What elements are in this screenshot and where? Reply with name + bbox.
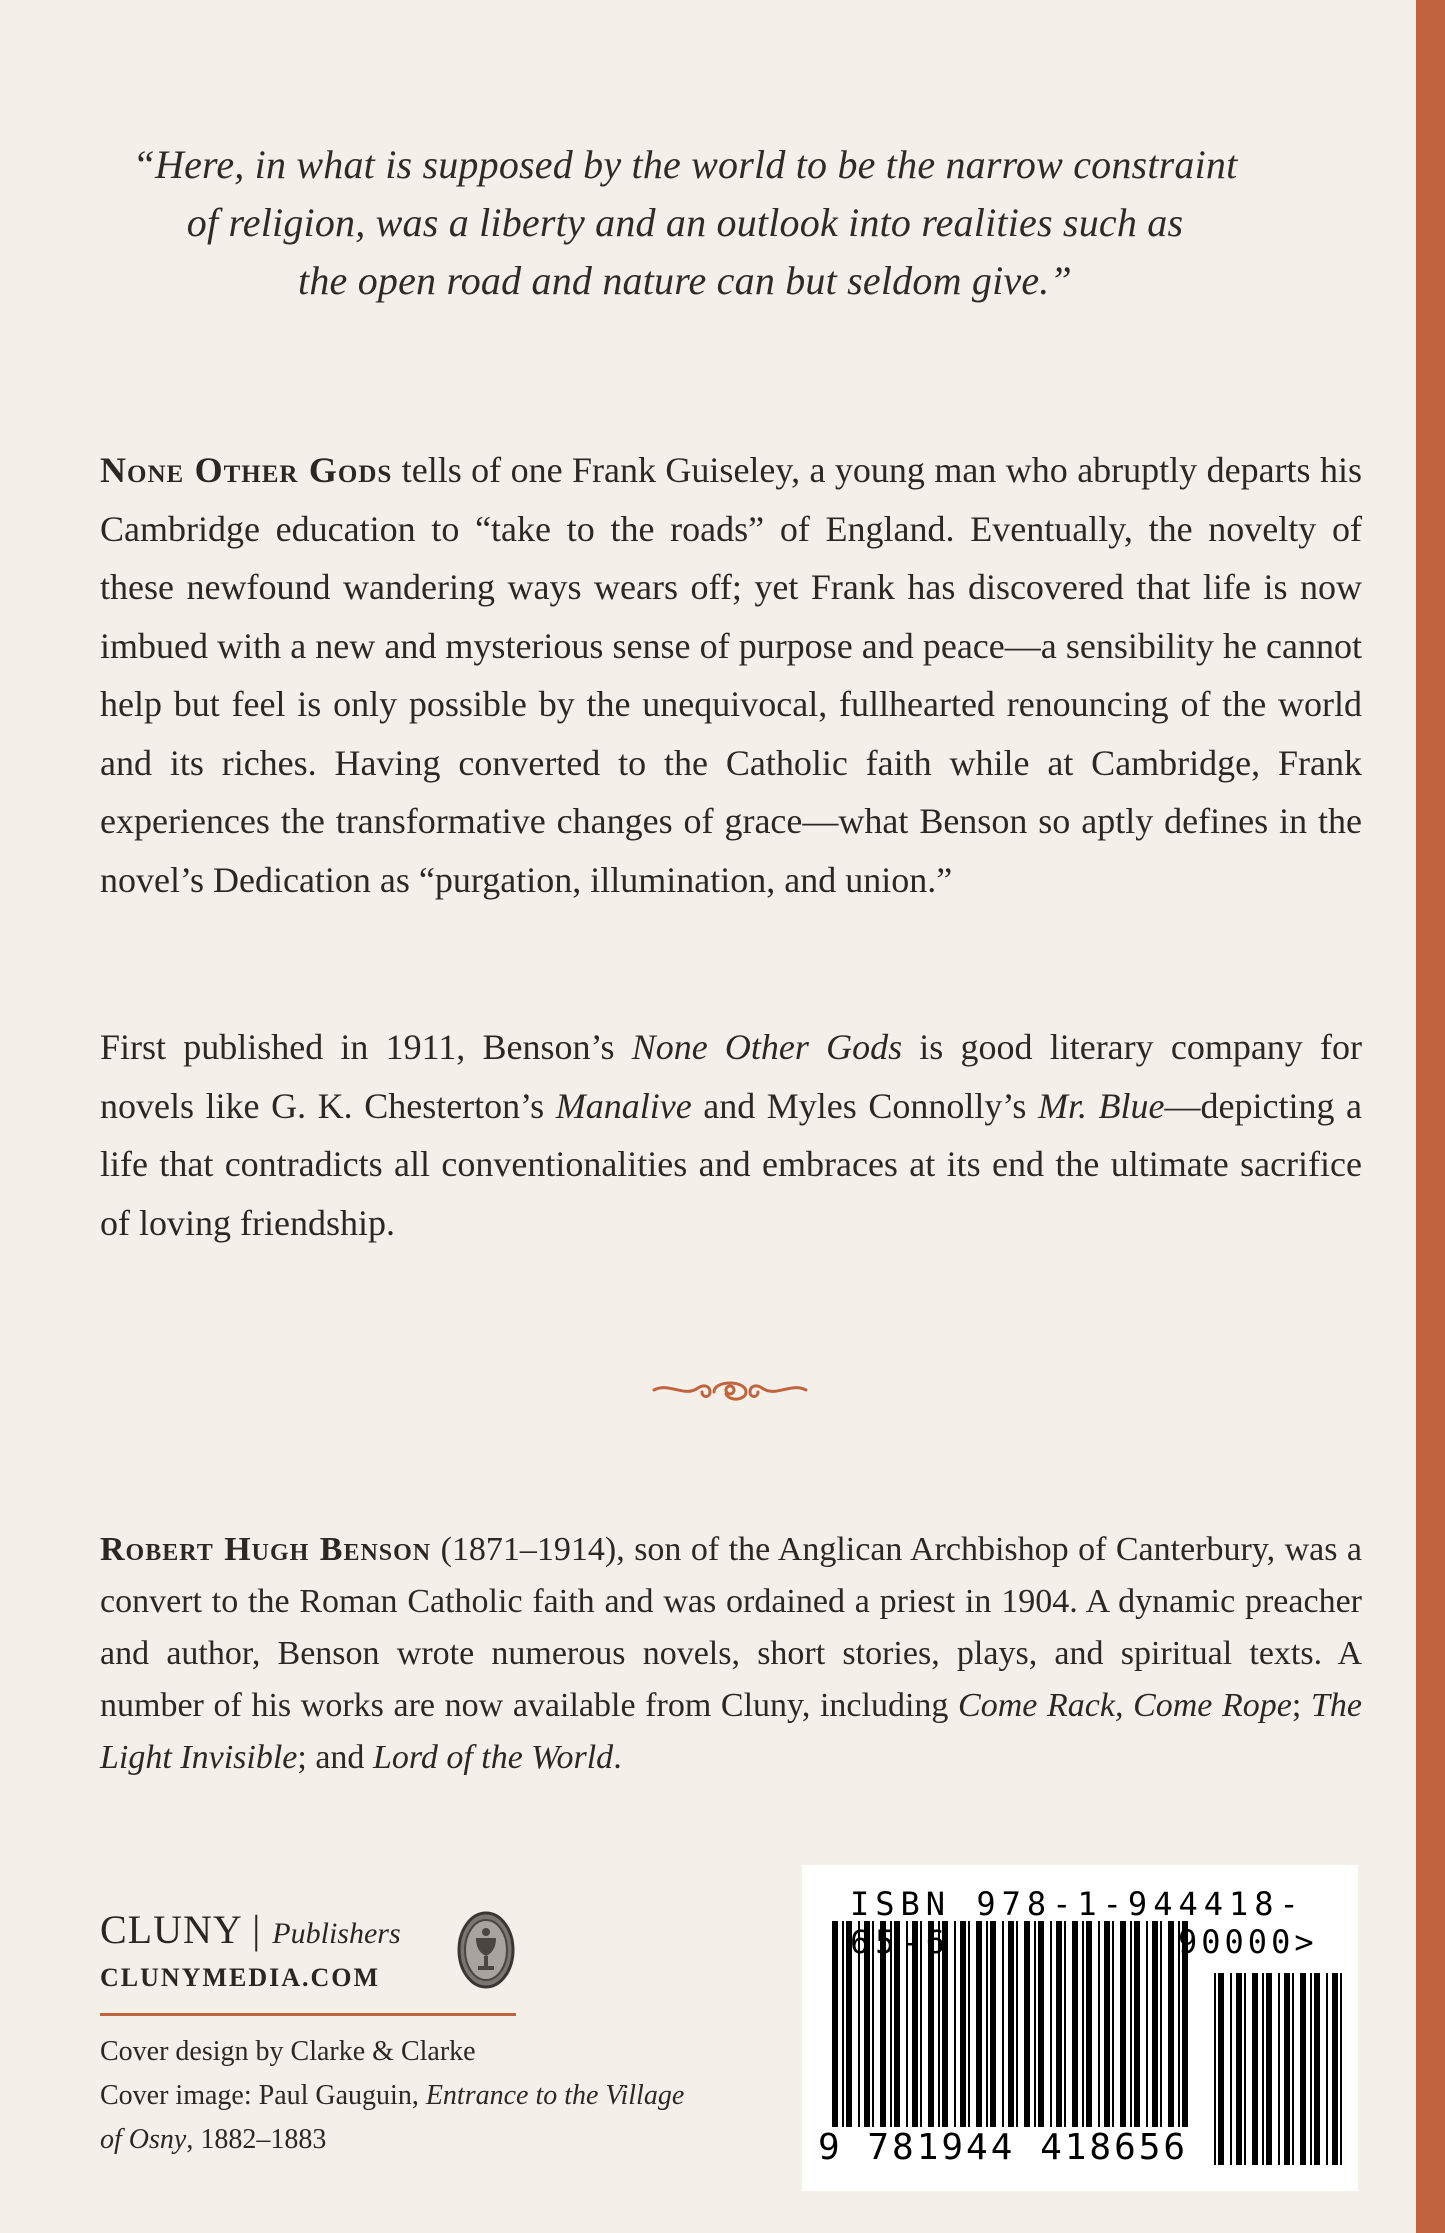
- barcode-bar: [1244, 1973, 1246, 2165]
- quote-line: of religion, was a liberty and an outlook into realities such as: [186, 200, 1184, 245]
- bio-text: (1871–1914), son of the Anglican Archbishop of Canterbury, was a convert to the Roman Catholic faith and was ordained a priest in 1904. A dynamic preacher and author, Benson wrote numerous novels, short stories, plays, and spiritual texts. A number of his works are now available from Cluny, including: [100, 1531, 1362, 1724]
- publisher-url: CLUNYMEDIA.COM: [100, 1963, 381, 1992]
- book-title: Mr. Blue: [1037, 1085, 1165, 1126]
- period: .: [613, 1739, 622, 1776]
- artwork-date: , 1882–1883: [186, 2124, 327, 2155]
- ean-number: 9 781944 418656: [818, 2127, 1189, 2168]
- separator: ;: [1291, 1687, 1311, 1724]
- paragraph-text: —depicting a life that contradicts all conventionalities and embraces at its end the ultimate sacrifice of loving friendship.: [100, 1085, 1362, 1243]
- barcode-bar: [1218, 1973, 1224, 2165]
- barcode-bar: [1326, 1973, 1328, 2165]
- book-title: None Other Gods: [100, 450, 393, 490]
- barcode-bar: [1314, 1973, 1320, 2165]
- author-bio: [100, 1524, 1362, 1784]
- description-paragraph-2: [100, 1018, 1362, 1252]
- price-code: 90000>: [1178, 1923, 1318, 1961]
- barcode-bar: [1230, 1973, 1232, 2165]
- barcode-bar: [1278, 1973, 1280, 2165]
- paragraph-text: First published in 1911, Benson’s: [100, 1027, 632, 1067]
- publisher-block: [100, 1905, 420, 1993]
- barcode-bar: [1300, 1973, 1306, 2165]
- book-title: Manalive: [555, 1085, 692, 1126]
- barcode-bar: [1332, 1973, 1338, 2165]
- design-credit: Cover design by Clarke & Clarke: [100, 2036, 476, 2067]
- spine-stripe: [1416, 0, 1445, 2233]
- barcode-bar: [1252, 1973, 1258, 2165]
- barcode-bar: [1310, 1973, 1312, 2165]
- cover-credits: [100, 2030, 700, 2162]
- isbn-label: ISBN 978-1-944418-65-6: [850, 1885, 1305, 1961]
- quote-line: “Here, in what is supposed by the world to be the narrow constraint: [132, 142, 1238, 187]
- divider-rule: [100, 2013, 516, 2016]
- publisher-tagline: Publishers: [272, 1917, 401, 1950]
- book-title: The Light Invisible: [100, 1687, 1362, 1776]
- barcode-bar: [1236, 1973, 1242, 2165]
- quote-line: the open road and nature can but seldom give.”: [298, 258, 1072, 303]
- book-title: None Other Gods: [631, 1027, 903, 1067]
- pull-quote: [110, 136, 1260, 310]
- publisher-wordmark: CLUNY |: [100, 1907, 273, 1952]
- barcode-bar: [1262, 1973, 1264, 2165]
- barcode-bar: [1266, 1973, 1272, 2165]
- book-title: Lord of the World: [372, 1739, 614, 1776]
- barcode-bar: [1284, 1973, 1290, 2165]
- book-title: Come Rack, Come Rope: [958, 1687, 1292, 1724]
- image-credit-text: Cover image: Paul Gauguin,: [100, 2080, 426, 2111]
- author-name: Robert Hugh Benson: [100, 1531, 432, 1568]
- paragraph-text: and Myles Connolly’s: [691, 1085, 1038, 1126]
- image-credit: [100, 2074, 700, 2162]
- paragraph-text: tells of one Frank Guiseley, a young man who abruptly departs his Cambridge education to “take to the roads” of England. Eventually, the novelty of these newfound wandering ways wears off; yet Frank has discovered that life is now imbued with a new and mysterious sense of purpose and peace—a sensibility he cannot help but feel is only possible by the unequivocal, fullhearted renouncing of the world and its riches. Having converted to the Catholic faith while at Cambridge, Frank experiences the transformative changes of grace—what Benson so aptly defines in the novel’s Dedication as “purgation, illumination, and union.”: [100, 450, 1362, 900]
- flourish-ornament-icon: [650, 1372, 810, 1406]
- artwork-title: Entrance to the Village of Osny: [100, 2080, 685, 2155]
- paragraph-text: is good literary company for novels like G. K. Chesterton’s: [100, 1027, 1362, 1126]
- description-paragraph-1: [100, 441, 1362, 909]
- publisher-name: [100, 1905, 420, 1959]
- chalice-medallion-icon: [456, 1910, 516, 1990]
- barcode-box: [802, 1865, 1358, 2191]
- barcode-bar: [1340, 1973, 1342, 2165]
- barcode-bar: [1214, 1973, 1216, 2165]
- barcode-bar: [1292, 1973, 1294, 2165]
- separator: ; and: [297, 1739, 373, 1776]
